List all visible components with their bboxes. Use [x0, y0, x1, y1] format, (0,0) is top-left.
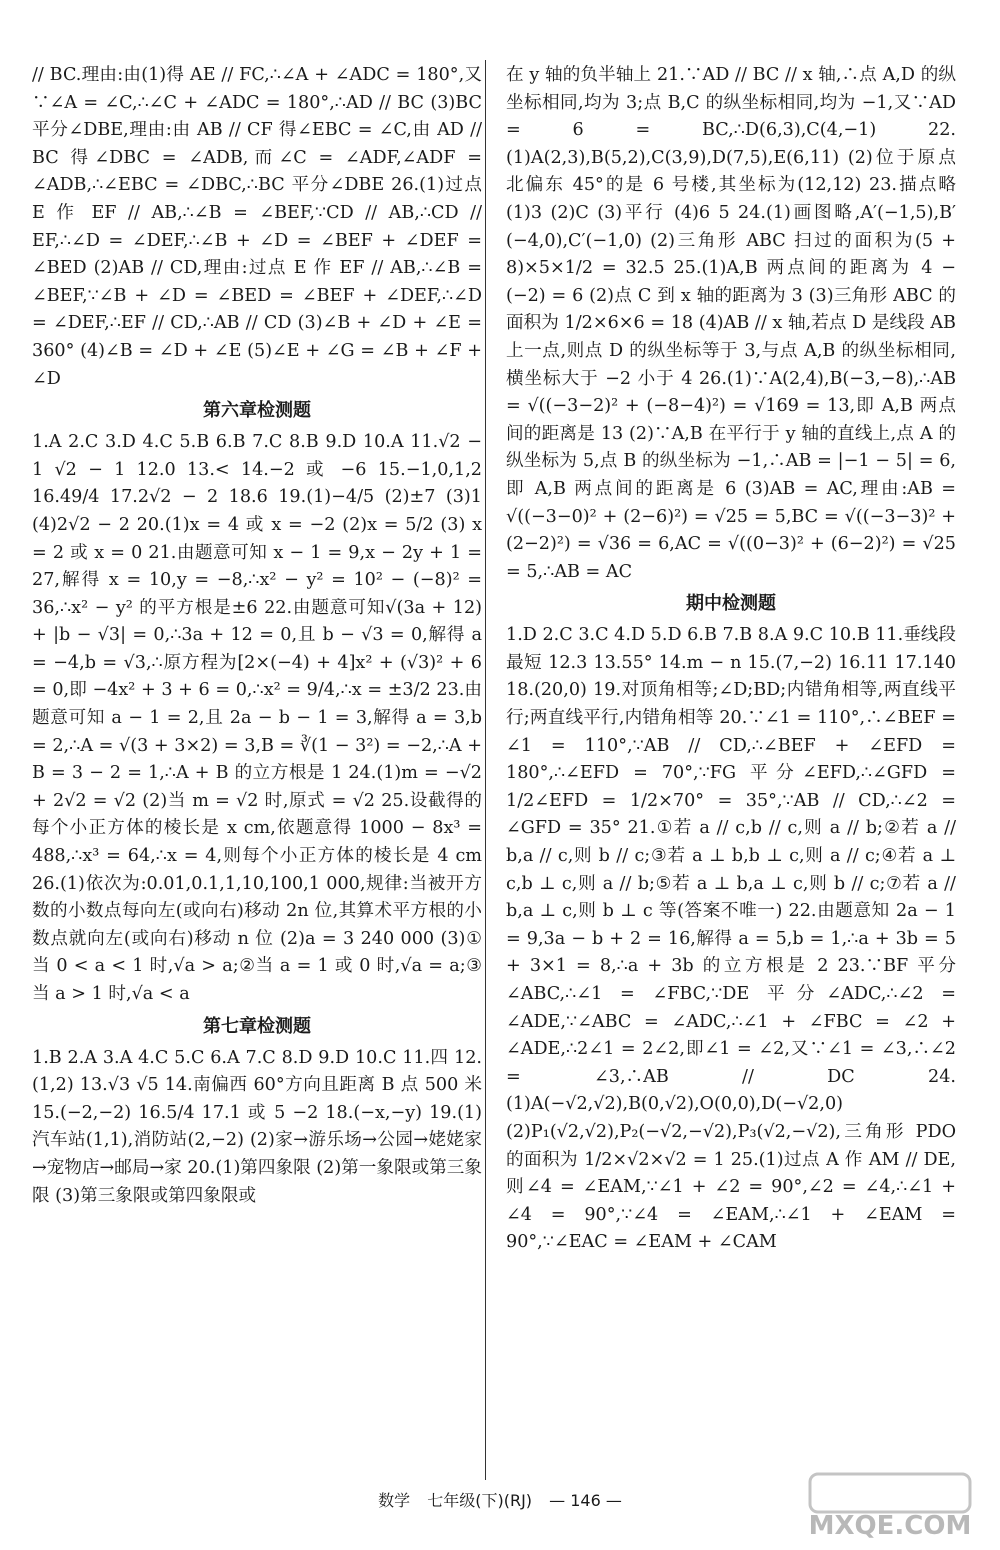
answer-text-ch7-cont: 在 y 轴的负半轴上 21.∵AD // BC // x 轴,∴点 A,D 的纵坐标相同,均为 3;点 B,C 的纵坐标相同,均为 −1,又∵AD = 6 = BC,∴D(6,3),C(4,−1) 22.(1)A(2,3),B(5,2),C(3,9),D(7,5),E(6,11) (2)位于原点北偏东 45°的是 6 号楼,其坐标为(12,12) 23.描点略 (1)3 (2)C (3)平行 (4)6 5 24.(1)画图略,A′(−1,5),B′(−4,0),C′(−1,0) (2)三角形 ABC 扫过的面积为(5 + 8)×5×1/2 = 32.5 25.(1)A,B 两点间的距离为 4 − (−2) = 6 (2)点 C 到 x 轴的距离为 3 (3)三角形 ABC 的面积为 1/2×6×6 = 18 (4)AB // x 轴,若点 D 是线段 AB 上一点,则点 D 的纵坐标等于 3,与点 A,B 的纵坐标相同,横坐标大于 −2 小于 4 26.(1)∵A(2,4),B(−3,−8),∴AB = √((−3−2)² + (−8−4)²) = √169 = 13,即 A,B 两点间的距离是 13 (2)∵A,B 在平行于 y 轴的直线上,点 A 的纵坐标为 5,点 B 的纵坐标为 −1,∴AB = |−1 − 5| = 6,即 A,B 两点间的距离是 6 (3)AB = AC,理由:AB = √((−3−0)² + (2−6)²) = √25 = 5,BC = √((−3−3)² + (2−2)²) = √36 = 6,AC = √((0−3)² + (6−2)²) = √25 = 5,∴AB = AC [506, 65, 956, 582]
watermark-badge [810, 1474, 970, 1512]
watermark-logo [780, 1470, 980, 1542]
answer-text-midterm: 1.D 2.C 3.C 4.D 5.D 6.B 7.B 8.A 9.C 10.B 11.垂线段最短 12.3 13.55° 14.m − n 15.(7,−2) 16.11 17.140 18.(20,0) 19.对顶角相等;∠D;BD;内错角相等,两直线平行;两直线平行,内错角相等 20.∵∠1 = 110°,∴∠BEF = ∠1 = 110°,∵AB // CD,∴∠BEF + ∠EFD = 180°,∴∠EFD = 70°,∵FG 平分∠EFD,∴∠GFD = 1/2∠EFD = 1/2×70° = 35°,∵AB // CD,∴∠2 = ∠GFD = 35° 21.①若 a // c,b // c,则 a // b;②若 a // b,a // c,则 b // c;③若 a ⊥ b,b ⊥ c,则 a // c;④若 a ⊥ c,b ⊥ c,则 a // b;⑤若 a ⊥ b,a ⊥ c,则 b // c;⑦若 a // b,a ⊥ c,则 b ⊥ c 等(答案不唯一) 22.由题意知 2a − 1 = 9,3a − b + 2 = 16,解得 a = 5,b = 1,∴a + 3b = 5 + 3×1 = 8,∴a + 3b 的立方根是 2 23.∵BF 平分∠ABC,∴∠1 = ∠FBC,∵DE 平分∠ADC,∴∠2 = ∠ADE,∵∠ABC = ∠ADC,∴∠1 + ∠FBC = ∠2 + ∠ADE,∴2∠1 = 2∠2,即∠1 = ∠2,又∵∠1 = ∠3,∴∠2 = ∠3,∴AB // DC 24.(1)A(−√2,√2),B(0,√2),O(0,0),D(−√2,0) (2)P₁(√2,√2),P₂(−√2,−√2),P₃(√2,−√2),三角形 PDO 的面积为 1/2×√2×√2 = 1 25.(1)过点 A 作 AM // DE,则∠4 = ∠EAM,∵∠1 + ∠2 = 90°,∠2 = ∠4,∴∠1 + ∠4 = 90°,∵∠4 = ∠EAM,∴∠1 + ∠EAM = 90°,∵∠EAC = ∠EAM + ∠CAM [506, 625, 956, 1253]
column-divider [485, 60, 486, 1480]
section-title-midterm: 期中检测题 [686, 593, 776, 615]
section-title-chapter7: 第七章检测题 [203, 1015, 311, 1037]
right-column [506, 62, 956, 1257]
answer-text-ch5-cont: // BC.理由:由(1)得 AE // FC,∴∠A + ∠ADC = 180°,又∵∠A = ∠C,∴∠C + ∠ADC = 180°,∴AD // BC (3)BC 平分∠DBE,理由:由 AB // CF 得∠EBC = ∠C,由 AD // BC 得∠DBC = ∠ADB,而∠C = ∠ADF,∠ADF = ∠ADB,∴∠EBC = ∠DBC,∴BC 平分∠DBE 26.(1)过点 E 作 EF // AB,∴∠B = ∠BEF,∵CD // AB,∴CD // EF,∴∠D = ∠DEF,∴∠B + ∠D = ∠BEF + ∠DEF = ∠BED (2)AB // CD,理由:过点 E 作 EF // AB,∴∠B = ∠BEF,∵∠B + ∠D = ∠BED = ∠BEF + ∠DEF,∴∠D = ∠DEF,∴EF // CD,∴AB // CD (3)∠B + ∠D + ∠E = 360° (4)∠B = ∠D + ∠E (5)∠E + ∠G = ∠B + ∠F + ∠D [32, 65, 482, 389]
answer-text-ch7: 1.B 2.A 3.A 4.C 5.C 6.A 7.C 8.D 9.D 10.C 11.四 12.(1,2) 13.√3 √5 14.南偏西 60°方向且距离 B 点 500 米 15.(−2,−2) 16.5/4 17.1 或 5 −2 18.(−x,−y) 19.(1)汽车站(1,1),消防站(2,−2) (2)家→游乐场→公园→姥姥家→宠物店→邮局→家 20.(1)第四象限 (2)第一象限或第三象限 (3)第三象限或第四象限或 [32, 1047, 482, 1206]
watermark-text: MXQE.COM [808, 1511, 972, 1541]
answer-text-ch6: 1.A 2.C 3.D 4.C 5.B 6.B 7.C 8.B 9.D 10.A 11.√2 − 1 √2 − 1 12.0 13.< 14.−2 或 −6 15.−1,0,1,2 16.49/4 17.2√2 − 2 18.6 19.(1)−4/5 (2)±7 (3)1 (4)2√2 − 2 20.(1)x = 4 或 x = −2 (2)x = 5/2 (3) x = 2 或 x = 0 21.由题意可知 x − 1 = 9,x − 2y + 1 = 27,解得 x = 10,y = −8,∴x² − y² = 10² − (−8)² = 36,∴x² − y² 的平方根是±6 22.由题意可知√(3a + 12) + |b − √3| = 0,∴3a + 12 = 0,且 b − √3 = 0,解得 a = −4,b = √3,∴原方程为[2×(−4) + 4]x² + (√3)² + 6 = 0,即 −4x² + 3 + 6 = 0,∴x² = 9/4,∴x = ±3/2 23.由题意可知 a − 1 = 2,且 2a − b − 1 = 3,解得 a = 3,b = 2,∴A = √(3 + 3×2) = 3,B = ∛(1 − 3²) = −2,∴A + B = 3 − 2 = 1,∴A + B 的立方根是 1 24.(1)m = −√2 + 2√2 = √2 (2)当 m = √2 时,原式 = √2 25.设截得的每个小正方体的棱长是 x cm,依题意得 1000 − 8x³ = 488,∴x³ = 64,∴x = 4,则每个小正方体的棱长是 4 cm 26.(1)依次为:0.01,0.1,1,10,100,1 000,规律:当被开方数的小数点每向左(或向右)移动 2n 位,其算术平方根的小数点就向左(或向右)移动 n 位 (2)a = 3 240 000 (3)①当 0 < a < 1 时,√a > a;②当 a = 1 或 0 时,√a = a;③当 a > 1 时,√a < a [32, 432, 482, 1004]
section-title-chapter6: 第六章检测题 [203, 400, 311, 422]
left-column [32, 62, 482, 1210]
footer-page-number: — 146 — [549, 1491, 622, 1510]
footer-grade: 七年级(下)(RJ) [427, 1491, 533, 1510]
footer-subject: 数学 [378, 1491, 411, 1510]
